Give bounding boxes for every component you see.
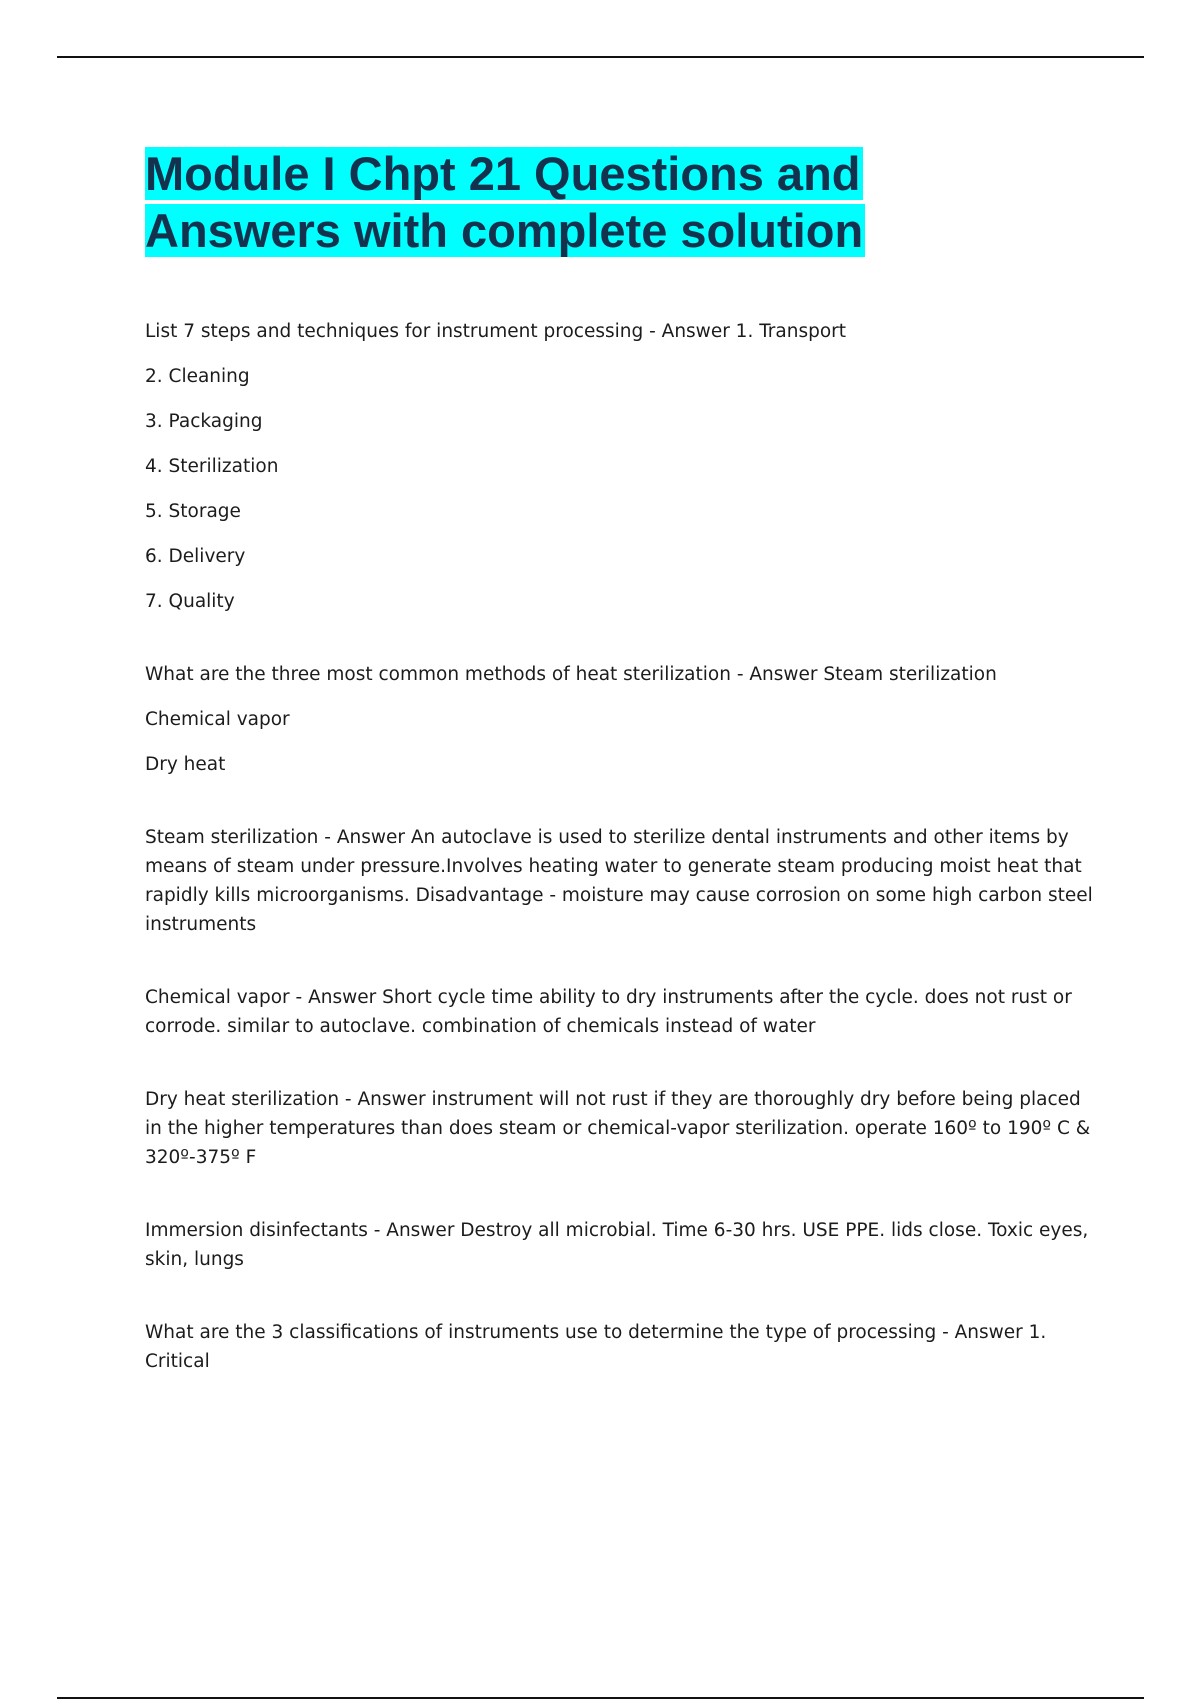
qa-line: Chemical vapor: [145, 709, 290, 730]
qa-item: Steam sterilization - Answer An autoclave is used to sterilize dental instruments and other items by means of steam under pressure.Involves heating water to generate steam producing moist heat that rapidly kills microorganisms. Disadvantage - moisture may cause corrosion on some high carbon steel instruments: [145, 827, 1093, 935]
qa-line: What are the three most common methods of heat sterilization - Answer Steam sterilization: [145, 664, 997, 685]
qa-line: 2. Cleaning: [145, 366, 250, 387]
title-line-2: Answers with complete solution: [145, 204, 864, 257]
qa-item: What are the 3 classifications of instruments use to determine the type of processing - Answer 1. Critical: [145, 1322, 1047, 1372]
qa-item: [145, 317, 1095, 616]
qa-line: 6. Delivery: [145, 546, 246, 567]
document-body: [145, 145, 1095, 1376]
document-title: [145, 145, 905, 259]
qa-line: List 7 steps and techniques for instrument processing - Answer 1. Transport: [145, 321, 847, 342]
qa-item: Dry heat sterilization - Answer instrument will not rust if they are thoroughly dry before being placed in the higher temperatures than does steam or chemical-vapor sterilization. operate 160º to 190º C & 320º-375º F: [145, 1089, 1091, 1168]
header-rule: [57, 56, 1144, 58]
qa-line: 4. Sterilization: [145, 456, 279, 477]
qa-item: Chemical vapor - Answer Short cycle time ability to dry instruments after the cycle. does not rust or corrode. similar to autoclave. combination of chemicals instead of water: [145, 987, 1072, 1037]
qa-line: 5. Storage: [145, 501, 241, 522]
qa-list: [145, 317, 1095, 1376]
qa-item: Immersion disinfectants - Answer Destroy all microbial. Time 6-30 hrs. USE PPE. lids close. Toxic eyes, skin, lungs: [145, 1220, 1089, 1270]
title-line-1: Module I Chpt 21 Questions and: [145, 147, 861, 200]
qa-line: 3. Packaging: [145, 411, 263, 432]
qa-item: [145, 660, 1095, 779]
qa-line: Dry heat: [145, 754, 226, 775]
qa-line: 7. Quality: [145, 591, 235, 612]
footer-rule: [57, 1697, 1144, 1699]
